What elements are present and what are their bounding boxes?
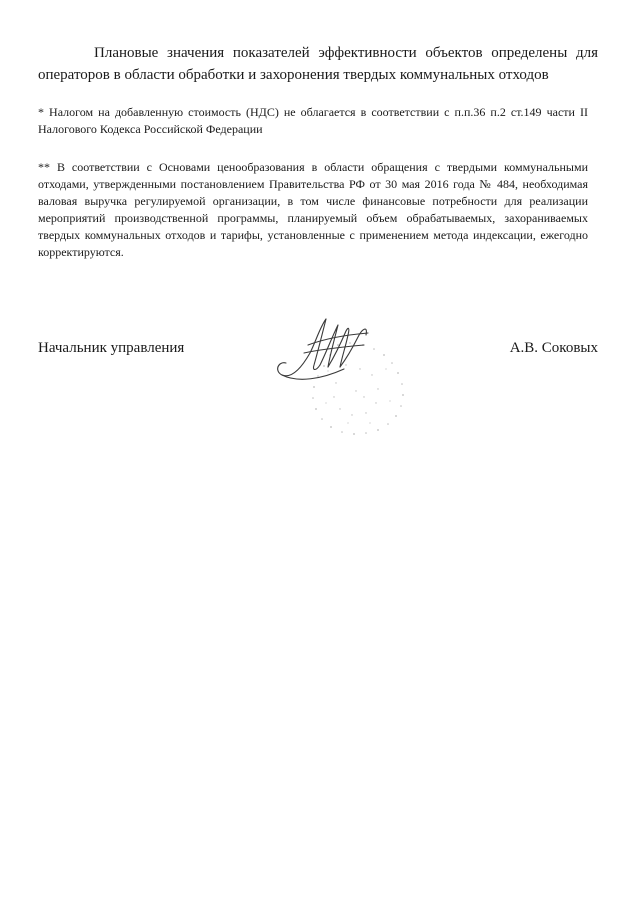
stamp-dots <box>312 342 404 435</box>
heading-line-1: Плановые значения показателей эффективности объектов определены для <box>94 45 598 61</box>
document-heading <box>38 42 598 86</box>
footnote-pricing: ** В соответствии с Основами ценообразования в области обращения с твердыми коммунальными отходами, утвержденными постановлением Правительства РФ от 30 мая 2016 года № 484, необходимая валовая выручка регулируемой организации, в том числе финансовые потребности для реализации мероприятий производственной программы, планируемый объем обрабатываемых, захораниваемых твердых коммунальных отходов и тарифы, установленные с применением метода индексации, ежегодно корректируются. <box>38 160 588 259</box>
signer-name: А.В. Соковых <box>509 340 598 356</box>
handwritten-signature-with-stamp <box>268 305 428 440</box>
signer-position: Начальник управления <box>38 340 185 356</box>
footnote-vat: * Налогом на добавленную стоимость (НДС) не облагается в соответствии с п.п.36 п.2 ст.149 части II Налогового Кодекса Российской Федерации <box>38 105 588 136</box>
signature-strokes <box>278 319 368 379</box>
heading-line-2: операторов в области обработки и захоронения твердых коммунальных отходов <box>38 67 549 83</box>
